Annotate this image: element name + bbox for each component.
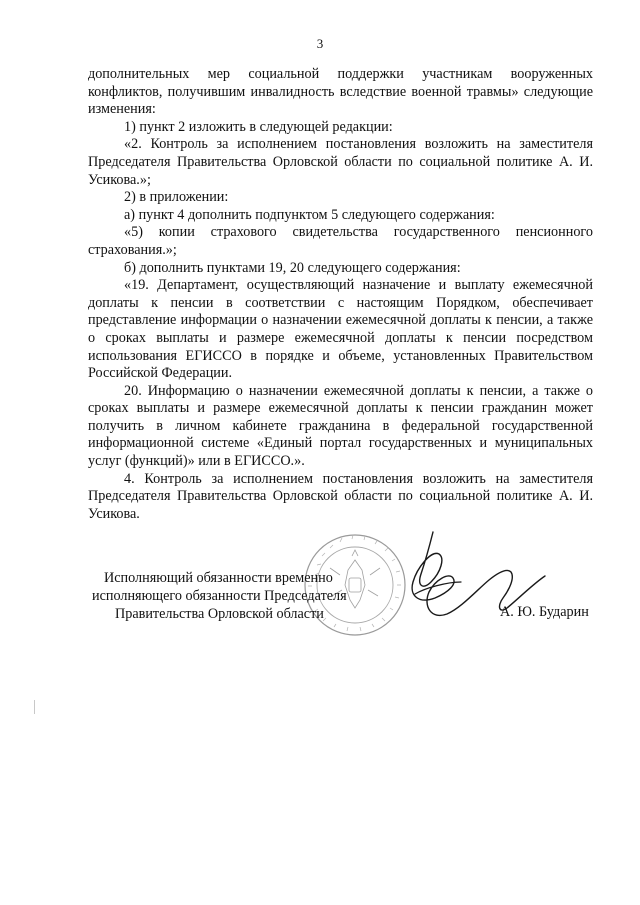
- paragraph-clause-20: 20. Информацию о назначении ежемесячной доплаты к пенсии, а также о сроках выплаты и размере ежемесячной доплаты к пенсии гражданин может получить в личном кабинете гражданина в федеральной государственной информационной системе «Единый портал государственных и муниципальных услуг (функций)» или в ЕГИССО.».: [88, 382, 593, 470]
- paragraph-subitem-a: а) пункт 4 дополнить подпунктом 5 следующего содержания:: [124, 206, 495, 223]
- paragraph-item-2: 2) в приложении:: [124, 189, 229, 206]
- signature-position-line-1: Исполняющий обязанности временно: [104, 570, 333, 586]
- paragraph-clause-19: «19. Департамент, осуществляющий назначение и выплату ежемесячной доплаты к пенсии в соответствии с настоящим Порядком, обеспечивает представление информации о назначении ежемесячной доплаты к пенсии, а также о сроках выплаты и размере ежемесячной доплаты к пенсии посредством использования ЕГИССО в порядке и объеме, установленных Правительством Российской Федерации.: [88, 277, 593, 382]
- margin-mark: [34, 700, 35, 714]
- signature-position-line-3: Правительства Орловской области: [115, 606, 324, 622]
- paragraph-clause-5: «5) копии страхового свидетельства государственного пенсионного страхования.»;: [88, 224, 593, 258]
- signature-position-line-2: исполняющего обязанности Председателя: [92, 588, 347, 604]
- paragraph-item-4: 4. Контроль за исполнением постановления возложить на заместителя Председателя Правительства Орловской области по социальной политике А. И. Усикова.: [88, 470, 593, 522]
- paragraph-clause-2: «2. Контроль за исполнением постановления возложить на заместителя Председателя Правительства Орловской области по социальной политике А. И. Усикова.»;: [88, 136, 593, 188]
- document-body: [88, 66, 593, 523]
- paragraph-intro-continuation: дополнительных мер социальной поддержки участникам вооруженных конфликтов, получившим инвалидность вследствие военной травмы» следующие изменения:: [88, 66, 593, 118]
- page-number: 3: [316, 36, 324, 51]
- signatory-name: А. Ю. Бударин: [500, 604, 589, 620]
- paragraph-item-1: 1) пункт 2 изложить в следующей редакции:: [124, 118, 393, 135]
- signature-block: [0, 566, 640, 646]
- paragraph-subitem-b: б) дополнить пунктами 19, 20 следующего содержания:: [124, 259, 461, 276]
